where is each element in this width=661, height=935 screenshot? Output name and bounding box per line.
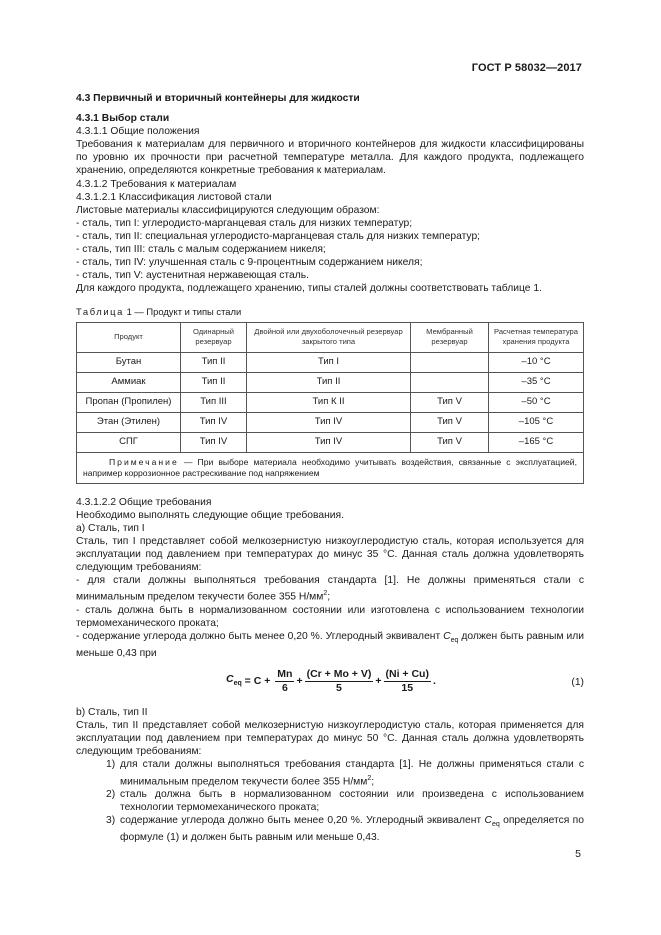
section-heading-4-3-1-2-1: 4.3.1.2.1 Классификация листовой стали <box>76 191 272 203</box>
requirement-item: - сталь должна быть в нормализованном состоянии или изготовлена с использованием технологии термомеханического проката; <box>76 604 584 629</box>
requirement-text: должен быть равным или меньше 0,43 при <box>76 630 584 659</box>
item-number: 2) <box>106 789 116 801</box>
paragraph: Требования к материалам для первичного и вторичного контейнеров для жидкости классифицированы по уровню их прочности при расчетной температуре металла. Для каждого продукта, подлежащего хранению, определяются конкретные требования к материалам. <box>76 139 584 177</box>
table-cell: Тип IV <box>181 432 247 452</box>
subsection-title: а) Сталь, тип I <box>76 522 145 534</box>
column-header: Одинарный резервуар <box>181 322 247 352</box>
table-caption <box>76 305 584 318</box>
table-cell: Аммиак <box>77 372 181 392</box>
symbol: C <box>443 630 451 642</box>
table-cell: –50 °С <box>489 392 584 412</box>
table-cell: Тип V <box>411 432 489 452</box>
table-row <box>77 392 584 412</box>
table-cell: –10 °С <box>489 352 584 372</box>
plus-sign: + <box>296 675 303 688</box>
column-header: Расчетная температура хранения продукта <box>489 322 584 352</box>
plus-sign: + <box>375 675 382 688</box>
formula-number: (1) <box>571 677 584 689</box>
requirements-list <box>106 758 584 844</box>
table-cell: Тип III <box>181 392 247 412</box>
table-cell: Тип IV <box>247 412 411 432</box>
superscript: 2 <box>323 590 328 598</box>
steel-type-list <box>76 217 584 282</box>
note-label: Примечание <box>109 456 179 467</box>
table-cell: –35 °С <box>489 372 584 392</box>
table-header-row <box>77 322 584 352</box>
table-cell <box>411 372 489 392</box>
section-heading-4-3-1: 4.3.1 Выбор стали <box>76 113 170 125</box>
item-text: сталь должна быть в нормализованном состоянии или произведена с использованием технологии термомеханического проката; <box>120 789 584 814</box>
fraction: $\frac{(Cr + Mo + V)}{5}$ <box>306 668 372 695</box>
table-cell: Тип IV <box>247 432 411 452</box>
page-number: 5 <box>575 848 581 860</box>
table-cell: Тип V <box>411 412 489 432</box>
table-caption-text: 1 — Продукт и типы стали <box>126 306 242 318</box>
item-number: 3) <box>106 815 116 827</box>
steel-type-two <box>76 706 584 844</box>
subsection-title: b) Сталь, тип II <box>76 707 148 719</box>
table-row <box>77 372 584 392</box>
product-steel-table <box>76 322 584 484</box>
list-item: - сталь, тип I: углеродисто-марганцевая сталь для низких температур; <box>76 217 413 229</box>
formula-block <box>76 666 584 702</box>
list-item: - сталь, тип V: аустенитная нержавеющая сталь. <box>76 270 309 282</box>
carbon-equivalent-formula <box>226 668 436 695</box>
table-cell: –105 °С <box>489 412 584 432</box>
table-row <box>77 412 584 432</box>
list-item <box>106 814 584 844</box>
requirement-text: - для стали должны выполняться требования стандарта [1]. Не должны применяться стали с минимальным пределом текучести более 355 Н/мм <box>76 575 584 603</box>
item-number: 1) <box>106 759 116 771</box>
table-cell: СПГ <box>77 432 181 452</box>
table-cell: Тип К II <box>247 392 411 412</box>
table-note <box>77 452 584 483</box>
table-cell: Тип I <box>247 352 411 372</box>
page-content <box>76 92 584 845</box>
section-heading-4-3: 4.3 Первичный и вторичный контейнеры для жидкости <box>76 93 360 104</box>
fraction: $\frac{(Ni + Cu)}{15}$ <box>385 668 429 695</box>
fraction: $\frac{Mn}{6}$ <box>277 668 293 695</box>
table-cell: Тип II <box>181 372 247 392</box>
formula-lhs: $C_{eq}$ <box>226 673 242 688</box>
table-cell: Тип II <box>181 352 247 372</box>
table-caption-label: Таблица <box>76 306 124 318</box>
paragraph: Для каждого продукта, подлежащего хранению, типы сталей должны соответствовать таблице 1. <box>76 283 542 295</box>
table-cell: Тип IV <box>181 412 247 432</box>
formula-eq: = C + <box>241 675 274 688</box>
requirement-item <box>76 630 584 660</box>
punctuation: ; <box>327 591 331 603</box>
section-heading-4-3-1-1: 4.3.1.1 Общие положения <box>76 126 200 138</box>
table-cell: Бутан <box>77 352 181 372</box>
paragraph: Необходимо выполнять следующие общие требования. <box>76 509 344 521</box>
paragraph: Листовые материалы классифицируются следующим образом: <box>76 204 380 216</box>
general-requirements <box>76 496 584 661</box>
item-text: для стали должны выполняться требования стандарта [1]. Не должны применяться стали с минимальным пределом текучести более 355 $Н/мм^2$; <box>120 759 584 787</box>
table-row <box>77 432 584 452</box>
list-item: - сталь, тип II: специальная углеродисто-марганцевая сталь для низких температур; <box>76 230 481 242</box>
column-header: Двойной или двухоболочечный резервуар закрытого типа <box>247 322 411 352</box>
list-item <box>106 758 584 788</box>
table-row <box>77 352 584 372</box>
paragraph: Сталь, тип II представляет собой мелкозернистую низкоуглеродистую сталь, которая применяется для эксплуатации под давлением при температурах до минус 50 °С. Данная сталь должна удовлетворять следующим требованиям: <box>76 720 584 758</box>
item-text: содержание углерода должно быть менее 0,20 %. Углеродный эквивалент $C_{eq}$ определяется по формуле (1) и должен быть равным или меньше 0,43. <box>120 815 584 844</box>
requirement-item <box>76 574 584 604</box>
table-cell <box>411 352 489 372</box>
table-cell: Тип V <box>411 392 489 412</box>
list-item: - сталь, тип IV: улучшенная сталь с 9-процентным содержанием никеля; <box>76 257 423 269</box>
section-heading-4-3-1-2-2: 4.3.1.2.2 Общие требования <box>76 496 212 508</box>
table-note-row <box>77 452 584 483</box>
note-text: — При выборе материала необходимо учитывать воздействия, связанные с эксплуатацией, например коррозионное растрескивание под напряжением <box>83 456 577 478</box>
list-item: - сталь, тип III: сталь с малым содержанием никеля; <box>76 244 326 256</box>
table-cell: –165 °С <box>489 432 584 452</box>
section-heading-4-3-1-2: 4.3.1.2 Требования к материалам <box>76 178 237 190</box>
period: . <box>432 675 436 688</box>
column-header: Продукт <box>77 322 181 352</box>
standard-number: ГОСТ Р 58032—2017 <box>471 62 582 74</box>
column-header: Мембранный резервуар <box>411 322 489 352</box>
paragraph: Сталь, тип I представляет собой мелкозернистую низкоуглеродистую сталь, которая используется для эксплуатации под давлением при температурах до минус 35 °С. Данная сталь должна удовлетворять следующим требованиям: <box>76 535 584 573</box>
table-cell: Тип II <box>247 372 411 392</box>
list-item <box>106 788 584 814</box>
subscript: eq <box>450 636 459 644</box>
table-cell: Пропан (Пропилен) <box>77 392 181 412</box>
table-cell: Этан (Этилен) <box>77 412 181 432</box>
requirement-text: - содержание углерода должно быть менее 0,20 %. Углеродный эквивалент <box>76 630 444 642</box>
